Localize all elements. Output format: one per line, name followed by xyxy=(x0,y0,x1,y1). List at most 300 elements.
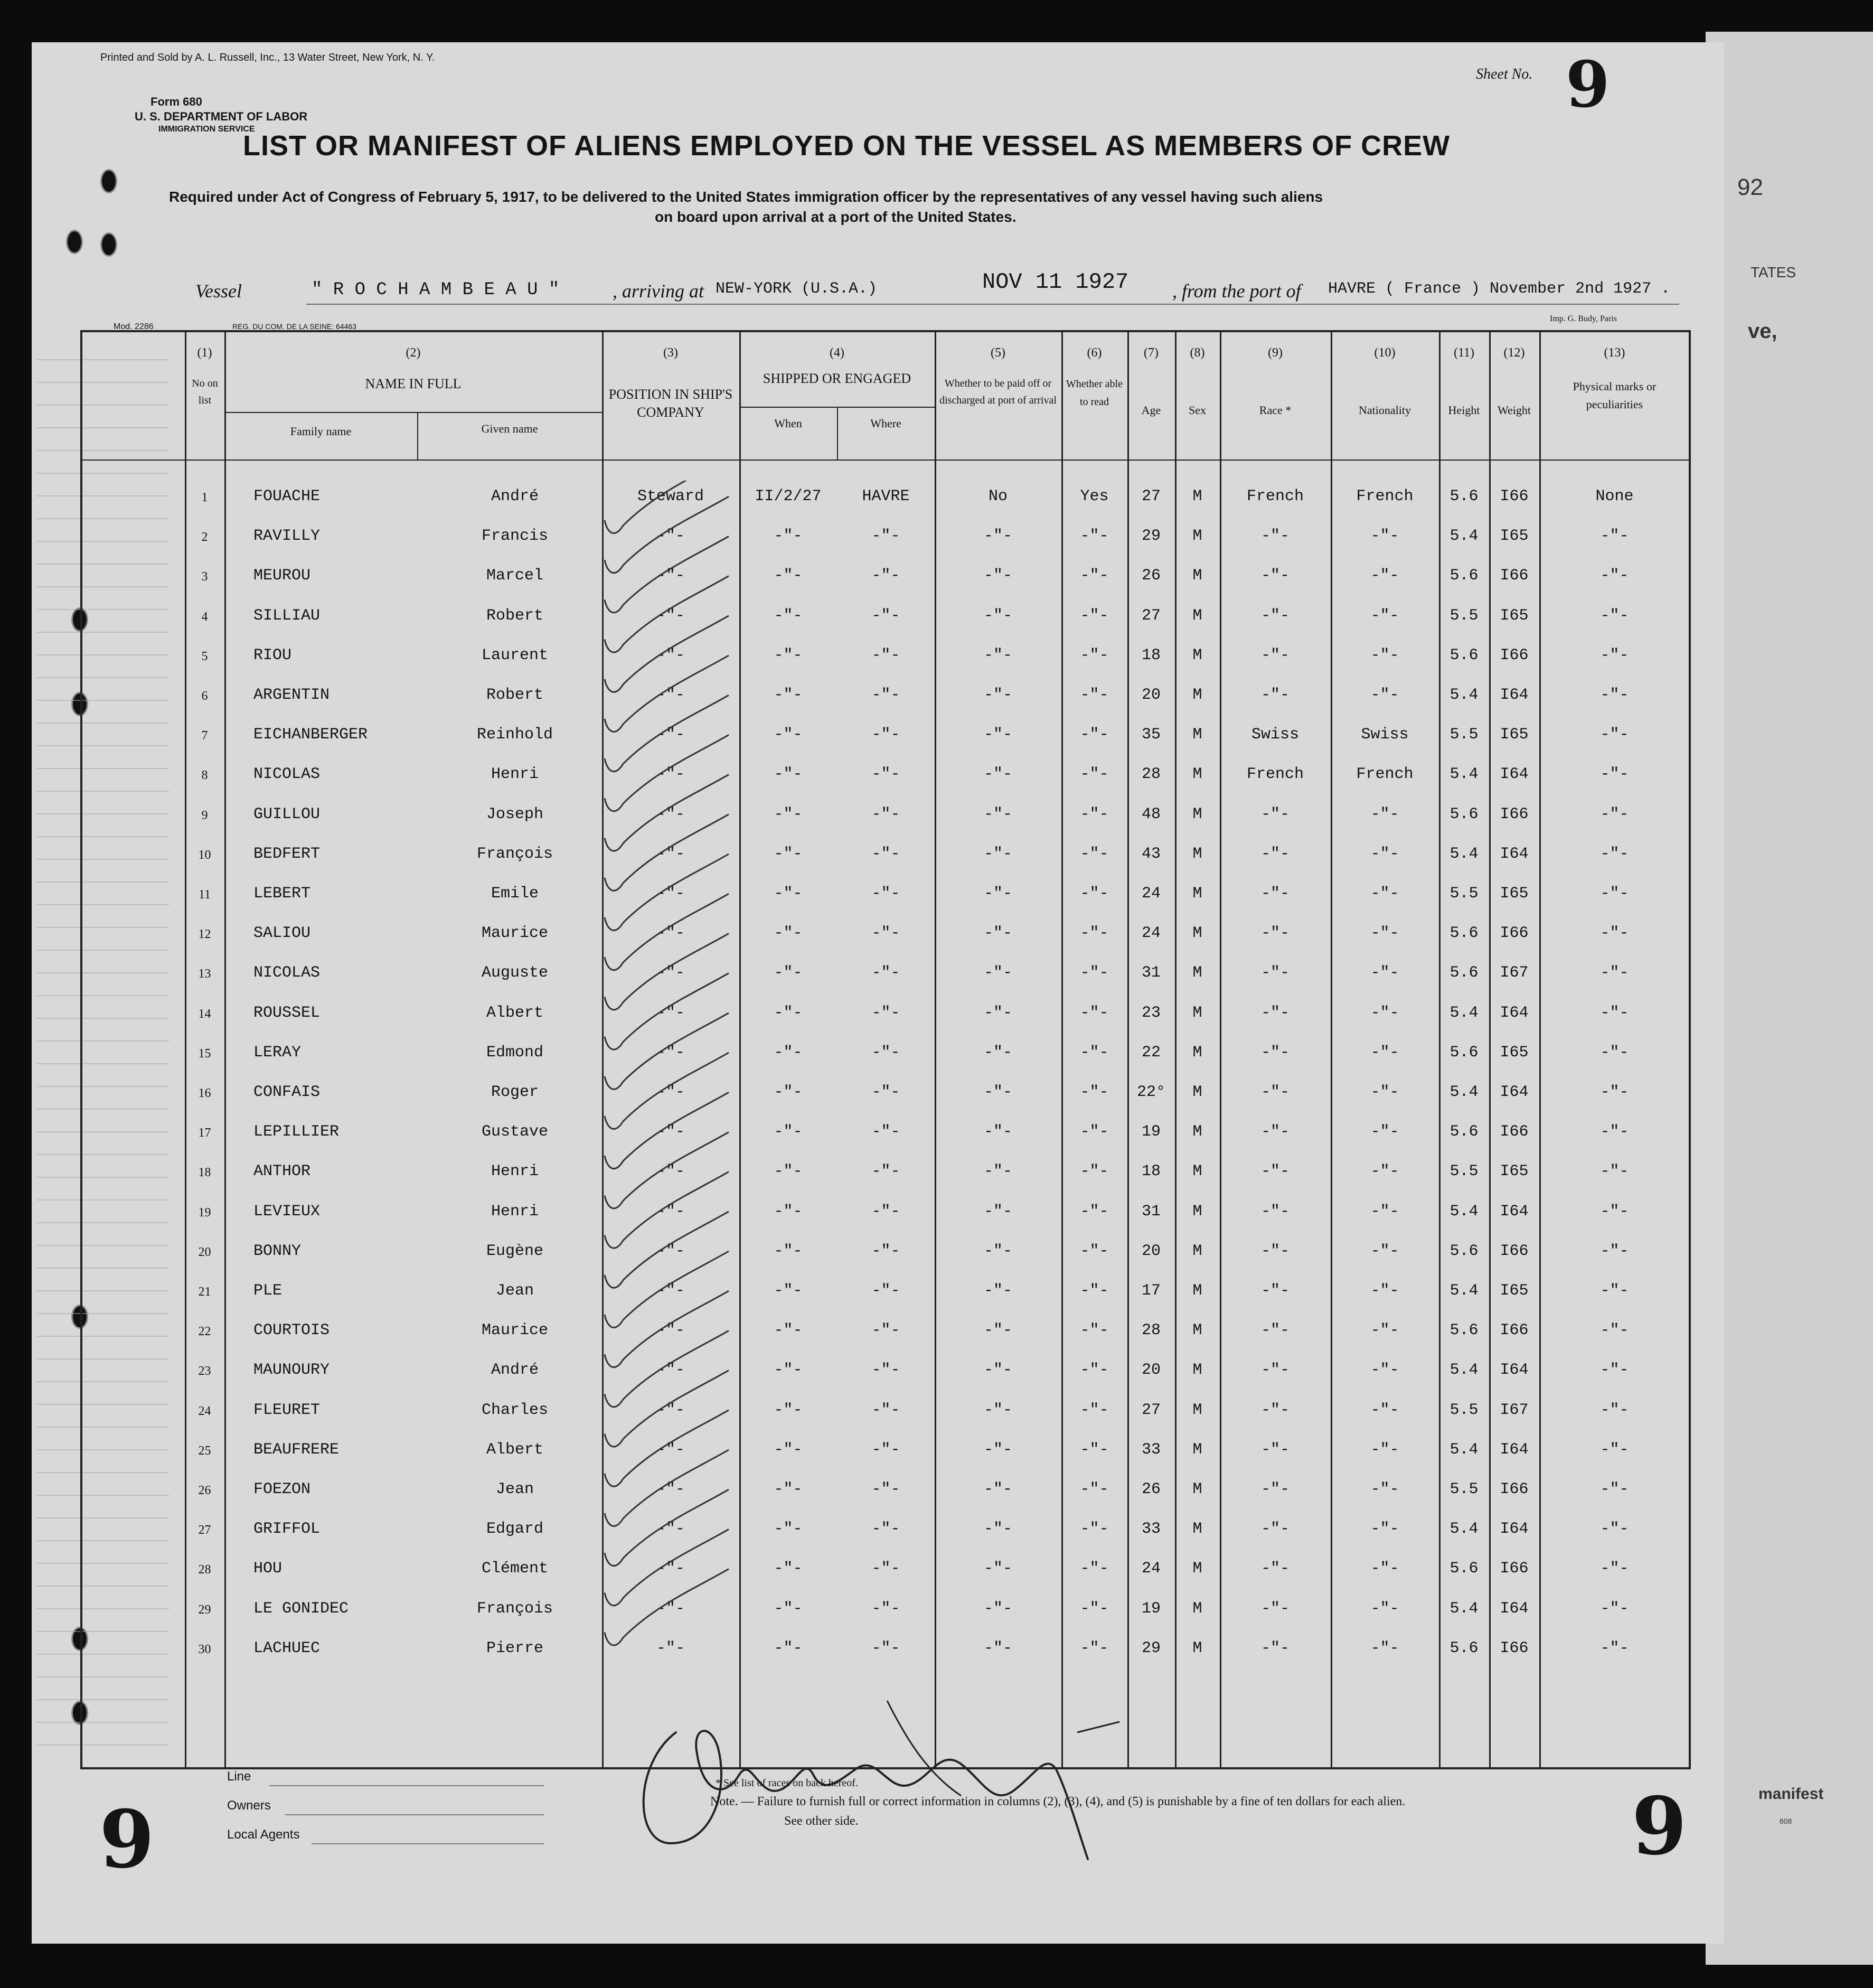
sex: M xyxy=(1192,1401,1202,1419)
age: 33 xyxy=(1141,1440,1161,1459)
shipped-when: -"- xyxy=(774,1282,803,1300)
given-name: Clément xyxy=(481,1560,549,1578)
age: 22° xyxy=(1136,1083,1165,1101)
given-name: Henri xyxy=(491,765,539,784)
sex: M xyxy=(1192,1520,1202,1539)
paid-off: -"- xyxy=(983,686,1012,704)
weight: I67 xyxy=(1500,964,1529,982)
shipped-where: -"- xyxy=(871,1440,900,1459)
physical-marks: -"- xyxy=(1600,1242,1629,1260)
able-to-read: -"- xyxy=(1080,1162,1109,1181)
back-sheet xyxy=(1706,32,1873,1965)
position: -"- xyxy=(656,686,685,704)
physical-marks: -"- xyxy=(1600,805,1629,823)
able-to-read: -"- xyxy=(1080,1123,1109,1141)
family-name: NICOLAS xyxy=(253,964,321,982)
vessel-name: " R O C H A M B E A U " xyxy=(312,280,560,300)
physical-marks: -"- xyxy=(1600,1440,1629,1459)
header-weight: Weight xyxy=(1498,404,1531,417)
nationality: -"- xyxy=(1370,1202,1399,1221)
arrival-date-stamp: NOV 11 1927 xyxy=(982,269,1129,295)
paid-off: -"- xyxy=(983,1242,1012,1260)
physical-marks: -"- xyxy=(1600,527,1629,546)
family-name: LERAY xyxy=(253,1043,302,1062)
shipped-when: -"- xyxy=(774,1401,803,1419)
shipped-where: -"- xyxy=(871,765,900,784)
check-mark xyxy=(605,1013,729,1089)
paid-off: -"- xyxy=(983,924,1012,943)
paid-off: -"- xyxy=(983,1361,1012,1380)
weight: I66 xyxy=(1500,805,1529,823)
paid-off: -"- xyxy=(983,805,1012,823)
position: -"- xyxy=(656,845,685,863)
physical-marks: -"- xyxy=(1600,606,1629,625)
age: 20 xyxy=(1141,686,1161,704)
position: -"- xyxy=(656,1162,685,1181)
header-where: Where xyxy=(870,417,901,430)
family-name: SALIOU xyxy=(253,924,311,943)
given-name: Jean xyxy=(495,1480,534,1498)
check-mark xyxy=(605,854,729,930)
given-name: Auguste xyxy=(481,964,549,982)
shipped-when: -"- xyxy=(774,924,803,943)
check-mark xyxy=(605,1410,729,1486)
position: -"- xyxy=(656,964,685,982)
race: -"- xyxy=(1260,606,1290,625)
race: French xyxy=(1246,487,1304,505)
handwritten-signature xyxy=(613,1669,1141,1870)
nationality: -"- xyxy=(1370,1520,1399,1539)
row-number: 28 xyxy=(198,1563,211,1577)
row-number: 2 xyxy=(201,530,208,545)
given-name: Charles xyxy=(481,1401,549,1419)
header-paid-off: Whether to be paid off or discharged at port of arrival xyxy=(939,378,1057,406)
header-no-on-list: No on list xyxy=(192,378,218,406)
sex: M xyxy=(1192,1361,1202,1380)
shipped-where: -"- xyxy=(871,606,900,625)
weight: I66 xyxy=(1500,924,1529,943)
sheet-number-right: 9 xyxy=(1632,1780,1687,1873)
height: 5.6 xyxy=(1450,1123,1479,1141)
paid-off: -"- xyxy=(983,646,1012,664)
family-name: BEAUFRERE xyxy=(253,1440,340,1459)
family-name: HOU xyxy=(253,1560,283,1578)
printer-line: Printed and Sold by A. L. Russell, Inc., 13 Water Street, New York, N. Y. xyxy=(100,52,435,63)
position: -"- xyxy=(656,726,685,744)
sex: M xyxy=(1192,1639,1202,1657)
sex: M xyxy=(1192,487,1202,505)
shipped-when: -"- xyxy=(774,1242,803,1260)
shipped-where: -"- xyxy=(871,1480,900,1498)
row-number: 10 xyxy=(198,848,211,862)
family-name: GRIFFOL xyxy=(253,1520,321,1539)
check-mark xyxy=(605,496,729,573)
shipped-where: -"- xyxy=(871,885,900,903)
shipped-when: -"- xyxy=(774,1004,803,1022)
nationality: -"- xyxy=(1370,606,1399,625)
header-nationality: Nationality xyxy=(1359,404,1411,417)
able-to-read: -"- xyxy=(1080,964,1109,982)
col-number: (7) xyxy=(1144,346,1159,360)
age: 27 xyxy=(1141,1401,1161,1419)
given-name: Maurice xyxy=(481,1321,549,1340)
paid-off: -"- xyxy=(983,1162,1012,1181)
position: -"- xyxy=(656,606,685,625)
col-number: (3) xyxy=(663,346,678,360)
family-name: ANTHOR xyxy=(253,1162,311,1181)
able-to-read: -"- xyxy=(1080,567,1109,585)
col-number: (10) xyxy=(1374,346,1396,360)
weight: I64 xyxy=(1500,1361,1529,1380)
check-mark xyxy=(605,1053,729,1129)
row-number: 14 xyxy=(198,1007,211,1021)
sex: M xyxy=(1192,845,1202,863)
height: 5.4 xyxy=(1450,1361,1479,1380)
position: -"- xyxy=(656,1282,685,1300)
height: 5.6 xyxy=(1450,1321,1479,1340)
check-mark xyxy=(605,814,729,890)
shipped-when: -"- xyxy=(774,1440,803,1459)
nationality: -"- xyxy=(1370,1321,1399,1340)
department: U. S. DEPARTMENT OF LABOR xyxy=(135,110,308,123)
paid-off: -"- xyxy=(983,1599,1012,1618)
able-to-read: -"- xyxy=(1080,1599,1109,1618)
paid-off: -"- xyxy=(983,1520,1012,1539)
age: 29 xyxy=(1141,527,1161,546)
nationality: -"- xyxy=(1370,1043,1399,1062)
able-to-read: -"- xyxy=(1080,1361,1109,1380)
col-number: (2) xyxy=(406,346,421,360)
position: -"- xyxy=(656,1560,685,1578)
able-to-read: -"- xyxy=(1080,1560,1109,1578)
shipped-where: -"- xyxy=(871,964,900,982)
sex: M xyxy=(1192,686,1202,704)
race: -"- xyxy=(1260,1043,1290,1062)
position: -"- xyxy=(656,1639,685,1657)
given-name: Edmond xyxy=(486,1043,544,1062)
col-number: (4) xyxy=(830,346,844,360)
position: -"- xyxy=(656,1123,685,1141)
given-name: Robert xyxy=(486,686,544,704)
sex: M xyxy=(1192,567,1202,585)
shipped-where: -"- xyxy=(871,527,900,546)
shipped-where: -"- xyxy=(871,1004,900,1022)
check-mark xyxy=(605,1172,729,1248)
age: 35 xyxy=(1141,726,1161,744)
shipped-where: -"- xyxy=(871,845,900,863)
check-mark xyxy=(605,536,729,612)
shipped-when: -"- xyxy=(774,1043,803,1062)
physical-marks: -"- xyxy=(1600,1520,1629,1539)
physical-marks: -"- xyxy=(1600,1162,1629,1181)
check-mark xyxy=(605,933,729,1009)
able-to-read: -"- xyxy=(1080,1004,1109,1022)
header-position: POSITION IN SHIP'S COMPANY xyxy=(608,387,733,420)
physical-marks: -"- xyxy=(1600,1202,1629,1221)
height: 5.6 xyxy=(1450,805,1479,823)
sex: M xyxy=(1192,964,1202,982)
given-name: Pierre xyxy=(486,1639,544,1657)
shipped-when: -"- xyxy=(774,1123,803,1141)
weight: I67 xyxy=(1500,1401,1529,1419)
age: 24 xyxy=(1141,1560,1161,1578)
mod-number: Mod. 2286 xyxy=(114,322,154,331)
shipped-when: -"- xyxy=(774,964,803,982)
nationality: -"- xyxy=(1370,1282,1399,1300)
height: 5.6 xyxy=(1450,924,1479,943)
family-name: FOEZON xyxy=(253,1480,311,1498)
race: -"- xyxy=(1260,1599,1290,1618)
nationality: French xyxy=(1356,765,1414,784)
position: -"- xyxy=(656,885,685,903)
position: -"- xyxy=(656,1202,685,1221)
shipped-when: -"- xyxy=(774,765,803,784)
shipped-when: -"- xyxy=(774,1599,803,1618)
physical-marks: None xyxy=(1595,487,1634,505)
physical-marks: -"- xyxy=(1600,1123,1629,1141)
height: 5.4 xyxy=(1450,845,1479,863)
header-height: Height xyxy=(1448,404,1480,417)
paid-off: -"- xyxy=(983,1043,1012,1062)
family-name: COURTOIS xyxy=(253,1321,330,1340)
paid-off: -"- xyxy=(983,567,1012,585)
shipped-when: -"- xyxy=(774,1361,803,1380)
position: -"- xyxy=(656,1361,685,1380)
able-to-read: -"- xyxy=(1080,765,1109,784)
row-number: 26 xyxy=(198,1484,211,1497)
check-mark xyxy=(605,973,729,1049)
physical-marks: -"- xyxy=(1600,1560,1629,1578)
nationality: -"- xyxy=(1370,924,1399,943)
shipped-when: -"- xyxy=(774,1202,803,1221)
shipped-where: -"- xyxy=(871,686,900,704)
nationality: -"- xyxy=(1370,567,1399,585)
weight: I65 xyxy=(1500,1043,1529,1062)
check-mark xyxy=(605,1330,729,1406)
back-sheet-fragment: manifest xyxy=(1758,1785,1824,1803)
position: -"- xyxy=(656,1242,685,1260)
given-name: Henri xyxy=(491,1162,539,1181)
nationality: -"- xyxy=(1370,646,1399,664)
age: 20 xyxy=(1141,1361,1161,1380)
physical-marks: -"- xyxy=(1600,1599,1629,1618)
shipped-where: -"- xyxy=(871,646,900,664)
position: -"- xyxy=(656,1043,685,1062)
age: 31 xyxy=(1141,964,1161,982)
shipped-where: -"- xyxy=(871,1123,900,1141)
paid-off: -"- xyxy=(983,1401,1012,1419)
sex: M xyxy=(1192,1043,1202,1062)
sex: M xyxy=(1192,726,1202,744)
row-number: 19 xyxy=(198,1205,211,1220)
family-name: RAVILLY xyxy=(253,527,321,546)
shipped-when: -"- xyxy=(774,686,803,704)
given-name: Joseph xyxy=(486,805,544,823)
manifest-page xyxy=(32,42,1724,1944)
able-to-read: -"- xyxy=(1080,1401,1109,1419)
nationality: -"- xyxy=(1370,1361,1399,1380)
col-number: (8) xyxy=(1190,346,1205,360)
row-number: 7 xyxy=(201,729,208,743)
family-name: ARGENTIN xyxy=(253,686,330,704)
able-to-read: -"- xyxy=(1080,646,1109,664)
position: -"- xyxy=(656,1321,685,1340)
nationality: -"- xyxy=(1370,885,1399,903)
shipped-when: -"- xyxy=(774,1560,803,1578)
height: 5.6 xyxy=(1450,964,1479,982)
shipped-when: -"- xyxy=(774,1162,803,1181)
nationality: -"- xyxy=(1370,1440,1399,1459)
race: -"- xyxy=(1260,567,1290,585)
shipped-when: -"- xyxy=(774,845,803,863)
row-number: 9 xyxy=(201,808,208,822)
family-name: FOUACHE xyxy=(253,487,321,505)
able-to-read: -"- xyxy=(1080,924,1109,943)
shipped-when: -"- xyxy=(774,1520,803,1539)
weight: I64 xyxy=(1500,686,1529,704)
row-number: 18 xyxy=(198,1166,211,1180)
age: 29 xyxy=(1141,1639,1161,1657)
family-name: LE GONIDEC xyxy=(253,1599,349,1618)
col-number: (13) xyxy=(1604,346,1625,360)
sex: M xyxy=(1192,1202,1202,1221)
nationality: -"- xyxy=(1370,1599,1399,1618)
family-name: BONNY xyxy=(253,1242,302,1260)
race: -"- xyxy=(1260,1560,1290,1578)
check-mark xyxy=(605,1371,729,1447)
age: 24 xyxy=(1141,885,1161,903)
age: 18 xyxy=(1141,1162,1161,1181)
weight: I64 xyxy=(1500,1599,1529,1618)
nationality: Swiss xyxy=(1361,726,1409,744)
sex: M xyxy=(1192,527,1202,546)
paid-off: -"- xyxy=(983,964,1012,982)
age: 18 xyxy=(1141,646,1161,664)
header-race: Race * xyxy=(1259,404,1292,417)
shipped-where: -"- xyxy=(871,1361,900,1380)
able-to-read: -"- xyxy=(1080,1242,1109,1260)
footer-agents-label: Local Agents xyxy=(227,1827,300,1842)
given-name: Edgard xyxy=(486,1520,544,1539)
subtitle-line1: Required under Act of Congress of February 5, 1917, to be delivered to the United States immigration officer by the representatives of any vessel having such aliens xyxy=(169,189,1323,205)
back-sheet-fragment: 92 xyxy=(1737,174,1763,200)
shipped-where: -"- xyxy=(871,1639,900,1657)
shipped-when: -"- xyxy=(774,1321,803,1340)
row-number: 17 xyxy=(198,1126,211,1140)
check-mark xyxy=(605,1212,729,1288)
header-age: Age xyxy=(1141,404,1161,417)
sheet-no-label: Sheet No. xyxy=(1476,66,1533,82)
header-marks: Physical marks or peculiarities xyxy=(1573,380,1656,411)
paid-off: -"- xyxy=(983,1083,1012,1101)
family-name: MEUROU xyxy=(253,567,311,585)
height: 5.4 xyxy=(1450,1083,1479,1101)
age: 22 xyxy=(1141,1043,1161,1062)
penalty-note: Note. — Failure to furnish full or correct information in columns (2), (3), (4), and (5) is punishable by a fine of ten dollars for each alien. xyxy=(710,1795,1406,1808)
shipped-where: -"- xyxy=(871,567,900,585)
nationality: -"- xyxy=(1370,1560,1399,1578)
shipped-when: -"- xyxy=(774,726,803,744)
family-name: RIOU xyxy=(253,646,292,664)
nationality: -"- xyxy=(1370,686,1399,704)
age: 48 xyxy=(1141,805,1161,823)
paid-off: -"- xyxy=(983,845,1012,863)
physical-marks: -"- xyxy=(1600,1361,1629,1380)
physical-marks: -"- xyxy=(1600,1480,1629,1498)
sex: M xyxy=(1192,646,1202,664)
weight: I66 xyxy=(1500,1639,1529,1657)
nationality: -"- xyxy=(1370,1480,1399,1498)
nationality: -"- xyxy=(1370,964,1399,982)
race: -"- xyxy=(1260,845,1290,863)
height: 5.4 xyxy=(1450,1599,1479,1618)
race: -"- xyxy=(1260,1083,1290,1101)
age: 43 xyxy=(1141,845,1161,863)
col-number: (9) xyxy=(1268,346,1283,360)
able-to-read: Yes xyxy=(1080,487,1109,505)
row-number: 11 xyxy=(198,888,211,902)
position: -"- xyxy=(656,1401,685,1419)
sex: M xyxy=(1192,885,1202,903)
physical-marks: -"- xyxy=(1600,1639,1629,1657)
position: -"- xyxy=(656,527,685,546)
family-name: EICHANBERGER xyxy=(253,726,368,744)
weight: I65 xyxy=(1500,606,1529,625)
race: -"- xyxy=(1260,805,1290,823)
race: -"- xyxy=(1260,1123,1290,1141)
height: 5.5 xyxy=(1450,885,1479,903)
sex: M xyxy=(1192,1242,1202,1260)
nationality: -"- xyxy=(1370,1162,1399,1181)
race: -"- xyxy=(1260,1520,1290,1539)
weight: I64 xyxy=(1500,1520,1529,1539)
race: -"- xyxy=(1260,1282,1290,1300)
sex: M xyxy=(1192,606,1202,625)
race: -"- xyxy=(1260,1401,1290,1419)
able-to-read: -"- xyxy=(1080,606,1109,625)
row-number: 3 xyxy=(201,570,208,584)
given-name: Robert xyxy=(486,606,544,625)
family-name: LEBERT xyxy=(253,885,311,903)
nationality: -"- xyxy=(1370,1242,1399,1260)
age: 28 xyxy=(1141,1321,1161,1340)
sex: M xyxy=(1192,1083,1202,1101)
age: 27 xyxy=(1141,606,1161,625)
age: 26 xyxy=(1141,1480,1161,1498)
shipped-where: -"- xyxy=(871,726,900,744)
check-mark xyxy=(605,1489,729,1565)
race: -"- xyxy=(1260,924,1290,943)
header-given-name: Given name xyxy=(481,422,538,435)
check-mark xyxy=(605,1132,729,1208)
shipped-where: -"- xyxy=(871,1599,900,1618)
age: 27 xyxy=(1141,487,1161,505)
physical-marks: -"- xyxy=(1600,1282,1629,1300)
nationality: -"- xyxy=(1370,805,1399,823)
physical-marks: -"- xyxy=(1600,964,1629,982)
position: -"- xyxy=(656,1599,685,1618)
position: -"- xyxy=(656,924,685,943)
able-to-read: -"- xyxy=(1080,1202,1109,1221)
row-number: 12 xyxy=(198,927,211,942)
sex: M xyxy=(1192,765,1202,784)
race: -"- xyxy=(1260,1162,1290,1181)
age: 19 xyxy=(1141,1599,1161,1618)
race: -"- xyxy=(1260,1480,1290,1498)
check-mark xyxy=(605,1450,729,1526)
height: 5.6 xyxy=(1450,1639,1479,1657)
row-number: 21 xyxy=(198,1285,211,1299)
